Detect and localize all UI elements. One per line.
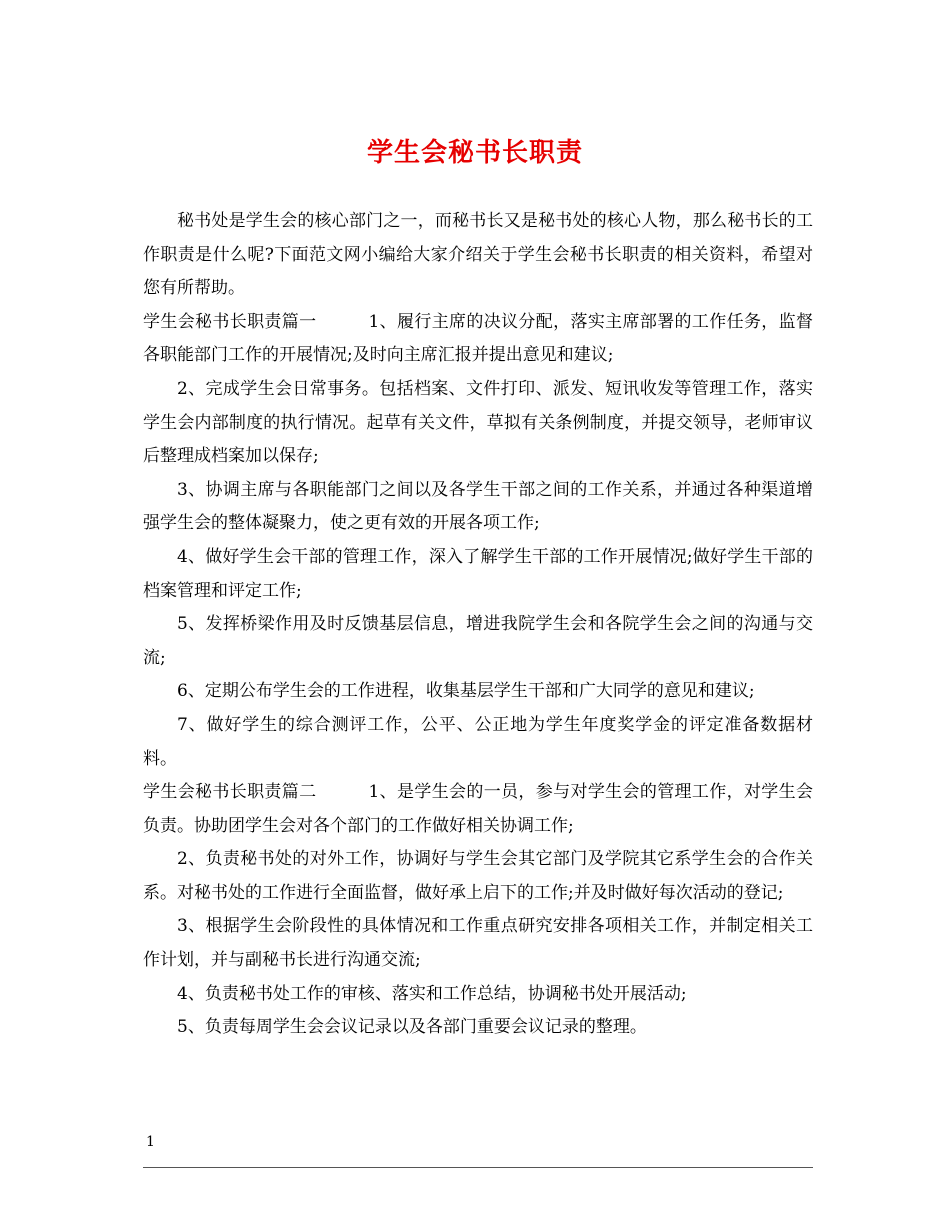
section1-item-2: 2、完成学生会日常事务。包括档案、文件打印、派发、短讯收发等管理工作，落实学生会内部制度的执行情况。起草有关文件，草拟有关条例制度，并提交领导，老师审议后整理成档案加以保存;: [143, 378, 813, 467]
section1-item-5: 5、发挥桥梁作用及时反馈基层信息，增进我院学生会和各院学生会之间的沟通与交流;: [143, 614, 813, 668]
section1-item-7: 7、做好学生的综合测评工作，公平、公正地为学生年度奖学金的评定准备数据材料。: [143, 714, 813, 769]
section1-item-3: 3、协调主席与各职能部门之间以及各学生干部之间的工作关系，并通过各种渠道增强学生会的整体凝聚力，使之更有效的开展各项工作;: [143, 479, 813, 534]
intro-paragraph: 秘书处是学生会的核心部门之一，而秘书长又是秘书处的核心人物，那么秘书长的工作职责是什么呢?下面范文网小编给大家介绍关于学生会秘书长职责的相关资料，希望对您有所帮助。: [143, 211, 813, 299]
section2-item-5: 5、负责每周学生会会议记录以及各部门重要会议记录的整理。: [177, 1017, 647, 1038]
section1-item-1: 1、履行主席的决议分配，落实主席部署的工作任务，监督各职能部门工作的开展情况;及时向主席汇报并提出意见和建议;: [143, 311, 813, 366]
section2-first-paragraph: [143, 776, 813, 843]
section2-item-4: 4、负责秘书处工作的审核、落实和工作总结，协调秘书处开展活动;: [177, 983, 687, 1004]
section1-first-paragraph: [143, 306, 813, 373]
document-body: [143, 205, 813, 1045]
document-title: 学生会秘书长职责: [366, 138, 583, 168]
section2-item-3: 3、根据学生会阶段性的具体情况和工作重点研究安排各项相关工作，并制定相关工作计划，并与副秘书长进行沟通交流;: [143, 916, 813, 971]
section1-heading: 学生会秘书长职责篇一: [143, 311, 317, 332]
section2-item-2: 2、负责秘书处的对外工作，协调好与学生会其它部门及学院其它系学生会的合作关系。对秘书处的工作进行全面监督，做好承上启下的工作;并及时做好每次活动的登记;: [143, 849, 813, 903]
page-number: 1: [146, 1134, 155, 1150]
section1-item-6: 6、定期公布学生会的工作进程，收集基层学生干部和广大同学的意见和建议;: [177, 681, 755, 702]
section1-item-4: 4、做好学生会干部的管理工作，深入了解学生干部的工作开展情况;做好学生干部的档案管理和评定工作;: [143, 546, 813, 601]
section2-item-1: 1、是学生会的一员，参与对学生会的管理工作，对学生会负责。协助团学生会对各个部门的工作做好相关协调工作;: [143, 782, 813, 836]
section2-heading: 学生会秘书长职责篇二: [143, 782, 317, 803]
footer-divider: [143, 1167, 813, 1168]
